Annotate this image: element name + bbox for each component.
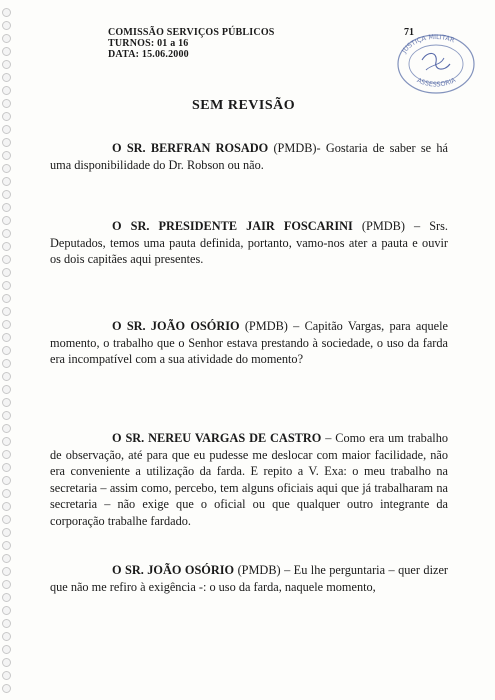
binding-holes [2, 8, 12, 698]
binding-hole [2, 268, 11, 277]
binding-hole [2, 294, 11, 303]
binding-hole [2, 216, 11, 225]
binding-hole [2, 281, 11, 290]
binding-hole [2, 8, 11, 17]
binding-hole [2, 47, 11, 56]
binding-hole [2, 203, 11, 212]
binding-hole [2, 398, 11, 407]
speech-text: (PMDB) – Eu lhe perguntaria – quer dizer que não me refiro à exigência -: o uso da farda, naquele momento, [50, 563, 449, 594]
binding-hole [2, 463, 11, 472]
binding-hole [2, 645, 11, 654]
transcript-paragraph [50, 140, 448, 173]
binding-hole [2, 684, 11, 693]
transcript-paragraph [50, 562, 448, 595]
binding-hole [2, 658, 11, 667]
binding-hole [2, 411, 11, 420]
binding-hole [2, 86, 11, 95]
binding-hole [2, 112, 11, 121]
binding-hole [2, 580, 11, 589]
speech-text: – Como era um trabalho de observação, até para que eu pudesse me deslocar com maior facilidade, não era conveniente a utilização da farda. E repito a V. Exa: o meu trabalho na secretaria – assim como, percebo, tem alguns oficiais aqui que já trabalharam na secretaria – não exige que o oficial ou que qualquer outro integrante da corporação trabalhe fardado. [50, 431, 448, 528]
binding-hole [2, 99, 11, 108]
binding-hole [2, 554, 11, 563]
speaker-name: O SR. BERFRAN ROSADO [112, 141, 269, 155]
binding-hole [2, 567, 11, 576]
binding-hole [2, 320, 11, 329]
binding-hole [2, 177, 11, 186]
binding-hole [2, 138, 11, 147]
speaker-name: O SR. PRESIDENTE JAIR FOSCARINI [112, 219, 353, 233]
svg-text:ASSESSORIA [416, 76, 458, 89]
binding-hole [2, 346, 11, 355]
stamp-top-text: JUSTIÇA MILITAR [400, 32, 456, 55]
binding-hole [2, 164, 11, 173]
binding-hole [2, 21, 11, 30]
speech-text: (PMDB) – Srs. Deputados, temos uma pauta definida, portanto, vamo-nos ater a pauta e ouvir os dois capitães aqui presentes. [50, 219, 448, 266]
binding-hole [2, 502, 11, 511]
binding-hole [2, 385, 11, 394]
binding-hole [2, 606, 11, 615]
binding-hole [2, 60, 11, 69]
binding-hole [2, 437, 11, 446]
speaker-name: O SR. NEREU VARGAS DE CASTRO [112, 431, 322, 445]
speech-text: (PMDB) – Capitão Vargas, para aquele momento, o trabalho que o Senhor estava prestando à sociedade, o uso da farda era incompatível com a sua atividade do momento? [50, 319, 448, 366]
page-number: 71 [404, 27, 414, 38]
binding-hole [2, 489, 11, 498]
binding-hole [2, 593, 11, 602]
binding-hole [2, 73, 11, 82]
header-commission: COMISSÃO SERVIÇOS PÚBLICOS [108, 27, 275, 38]
binding-hole [2, 450, 11, 459]
document-header [108, 27, 275, 60]
speaker-name: O SR. JOÃO OSÓRIO [112, 319, 240, 333]
transcript-paragraph [50, 218, 448, 268]
speech-text: (PMDB)- Gostaria de saber se há uma disponibilidade do Dr. Robson ou não. [50, 141, 448, 172]
binding-hole [2, 359, 11, 368]
document-title: SEM REVISÃO [192, 98, 296, 113]
binding-hole [2, 242, 11, 251]
header-shifts: TURNOS: 01 a 16 [108, 38, 189, 49]
binding-hole [2, 255, 11, 264]
binding-hole [2, 372, 11, 381]
binding-hole [2, 619, 11, 628]
transcript-paragraph [50, 430, 448, 529]
binding-hole [2, 528, 11, 537]
binding-hole [2, 333, 11, 342]
binding-hole [2, 632, 11, 641]
binding-hole [2, 541, 11, 550]
stamp-bottom-text: ASSESSORIA [415, 75, 458, 89]
official-seal-stamp [392, 30, 478, 96]
binding-hole [2, 424, 11, 433]
header-date: DATA: 15.06.2000 [108, 49, 189, 60]
binding-hole [2, 307, 11, 316]
binding-hole [2, 34, 11, 43]
binding-hole [2, 151, 11, 160]
binding-hole [2, 125, 11, 134]
binding-hole [2, 671, 11, 680]
binding-hole [2, 190, 11, 199]
transcript-paragraph [50, 318, 448, 368]
svg-text:JUSTIÇA MILITAR [400, 33, 457, 55]
speaker-name: O SR. JOÃO OSÓRIO [112, 563, 235, 577]
binding-hole [2, 476, 11, 485]
binding-hole [2, 515, 11, 524]
binding-hole [2, 229, 11, 238]
